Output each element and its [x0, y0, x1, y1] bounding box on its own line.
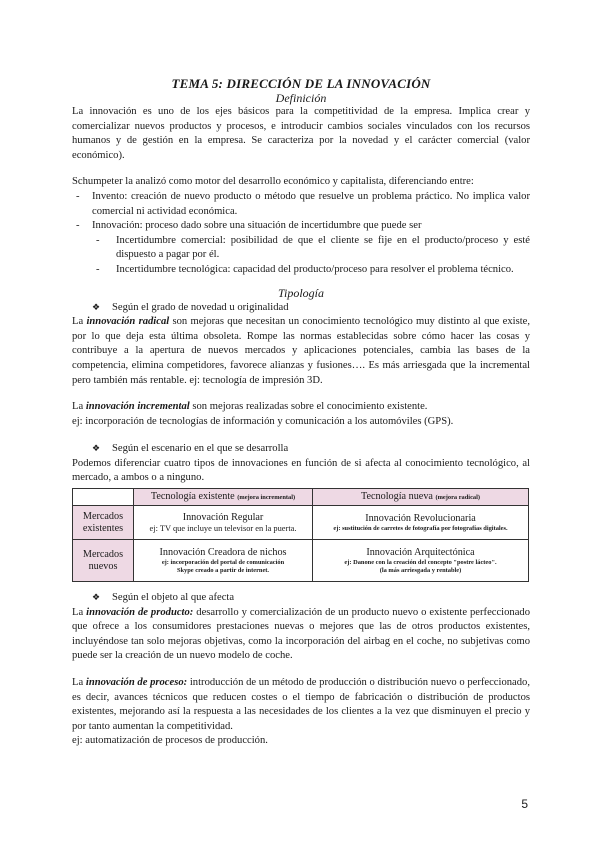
- revolucionaria-title: Innovación Revolucionaria: [365, 512, 476, 524]
- radical-text: son mejoras que necesitan un conocimiento tecnológico muy distinto al que existe, por lo que deja esta última obsoleta. Rompe las normas establecidas sobre cómo hacer las cosas y contribuye a la apertura de nuevos mercados y aplicaciones potenciales, cambia las bases de la competencia, elimina competidores, favorece alianzas y fusiones…. Es más arriesgada que la incremental pero también más rentable. ej: tecnología de impresión 3D.: [72, 316, 531, 386]
- cell-nichos: [134, 540, 313, 582]
- table-row: [73, 540, 529, 582]
- escenario-paragraph: Podemos diferenciar cuatro tipos de innovaciones en función de si afecta al conocimiento tecnológico, al mercado, a ambos o a ninguno.: [72, 457, 530, 484]
- table-header-tecnologia-existente: [134, 489, 313, 506]
- nichos-example-2: Skype creado a partir de internet.: [176, 566, 270, 574]
- schumpeter-list: [72, 190, 530, 278]
- incremental-lead: La: [72, 401, 84, 413]
- producto-lead: La: [72, 606, 84, 618]
- list-item-invento: - Invento: creación de nuevo producto o método que resuelve un problema práctico. No implica valor comercial ni actividad económica.: [72, 190, 530, 219]
- list-item-incertidumbre-tecnologica: - Incertidumbre tecnológica: capacidad del producto/proceso para resolver el problema técnico.: [92, 263, 530, 278]
- page-number: 5: [521, 797, 528, 811]
- subheading-escenario: [72, 441, 530, 457]
- table-header-tecnologia-nueva: [313, 489, 529, 506]
- col1-note: (mejora incremental): [237, 494, 296, 502]
- list-item-incertidumbre-comercial: - Incertidumbre comercial: posibilidad de que el cliente se fije en el producto/proceso y esté dispuesto a pagar por él.: [92, 234, 530, 263]
- radical-lead: La: [72, 316, 84, 328]
- proceso-example: ej: automatización de procesos de producción.: [72, 735, 268, 747]
- schumpeter-intro: Schumpeter la analizó como motor del desarrollo económico y capitalista, diferenciando entre:: [72, 176, 474, 188]
- cell-arquitectonica: [313, 540, 529, 582]
- regular-title: Innovación Regular: [182, 511, 264, 523]
- cell-regular: [134, 506, 313, 540]
- arquitectonica-title: Innovación Arquitectónica: [366, 546, 475, 558]
- innovacion-text: Innovación: proceso dado sobre una situación de incertidumbre que puede ser: [92, 220, 422, 232]
- arquitectonica-example-1: ej: Danone con la creación del concepto "postre lácteo".: [344, 558, 497, 566]
- diamond-bullet-icon: ❖: [92, 592, 101, 603]
- subheading-objeto: [72, 590, 530, 606]
- section-heading-definicion: Definición: [275, 91, 327, 105]
- col2-label: Tecnología nueva: [360, 491, 433, 503]
- subheading-escenario-text: Según el escenario en el que se desarrolla: [112, 443, 289, 455]
- col1-label: Tecnología existente: [150, 491, 235, 503]
- subheading-grado-text: Según el grado de novedad u originalidad: [112, 301, 289, 313]
- nichos-example-1: ej: incorporación del portal de comunicación: [161, 558, 285, 566]
- diamond-bullet-icon: ❖: [92, 301, 101, 312]
- radical-term: innovación radical: [86, 316, 170, 328]
- incremental-paragraph: [72, 400, 530, 415]
- incremental-example: ej: incorporación de tecnologías de información y comunicación a los automóviles (GPS).: [72, 415, 454, 427]
- regular-example: ej: TV que incluye un televisor en la puerta.: [149, 523, 297, 533]
- proceso-paragraph: [72, 676, 530, 734]
- row-label-mercados-existentes: Mercados existentes: [73, 506, 134, 540]
- producto-paragraph: [72, 606, 530, 664]
- nichos-title: Innovación Creadora de nichos: [159, 546, 287, 558]
- row-label-mercados-nuevos: Mercados nuevos: [73, 540, 134, 582]
- table-header-row: [73, 489, 529, 506]
- definition-paragraph: La innovación es uno de los ejes básicos para la competitividad de la empresa. Implica crear y comercializar nuevos productos y procesos, e introducir cambios sociales vinculados con los recursos humanos y de gestión en la empresa. Se caracteriza por la novedad y el carácter comercial (valor económico).: [72, 106, 530, 161]
- revolucionaria-example: ej: sustitución de carretes de fotografía por fotografías digitales.: [333, 524, 508, 532]
- producto-text: desarrollo y comercialización de un producto nuevo o existente perfeccionado que ofrece a los consumidores prestaciones nuevas o mejores que las de otros productos existentes, incluyéndose tan solo mejoras objetivas, como la incorporación del airbag en el coche, no subjetivas como puede ser la creación de un nuevo modelo de coche.: [72, 606, 531, 662]
- incertidumbre-list: [92, 234, 530, 278]
- subheading-grado: [72, 300, 530, 316]
- diamond-bullet-icon: ❖: [92, 443, 101, 454]
- table-corner-cell: [73, 489, 134, 506]
- proceso-text: introducción de un método de producción o distribución nuevo o perfeccionado, es decir, avances técnicos que reducen costes o el tiempo de fabricación o distribución de productos existentes, mejorando así la respuesta a las necesidades de los clientes a la vez que disminuyen el precio y por tanto aumentan la competitividad.: [72, 677, 530, 732]
- section-heading-tipologia: Tipología: [277, 285, 324, 300]
- cell-revolucionaria: [313, 506, 529, 540]
- subheading-objeto-text: Según el objeto al que afecta: [112, 592, 235, 604]
- proceso-term: innovación de proceso:: [85, 677, 188, 689]
- producto-term: innovación de producto:: [86, 606, 194, 618]
- arquitectonica-example-2: (la más arriesgada y rentable): [379, 566, 462, 574]
- innovation-matrix-table: [72, 488, 529, 582]
- radical-paragraph: [72, 315, 530, 388]
- list-item-innovacion: [72, 219, 530, 277]
- proceso-lead: La: [72, 677, 84, 689]
- table-row: [73, 506, 529, 540]
- page-title: TEMA 5: DIRECCIÓN DE LA INNOVACIÓN: [171, 76, 431, 91]
- document-page: [72, 76, 530, 749]
- incremental-text: son mejoras realizadas sobre el conocimiento existente.: [192, 401, 428, 413]
- incremental-term: innovación incremental: [85, 401, 190, 413]
- col2-note: (mejora radical): [435, 494, 481, 502]
